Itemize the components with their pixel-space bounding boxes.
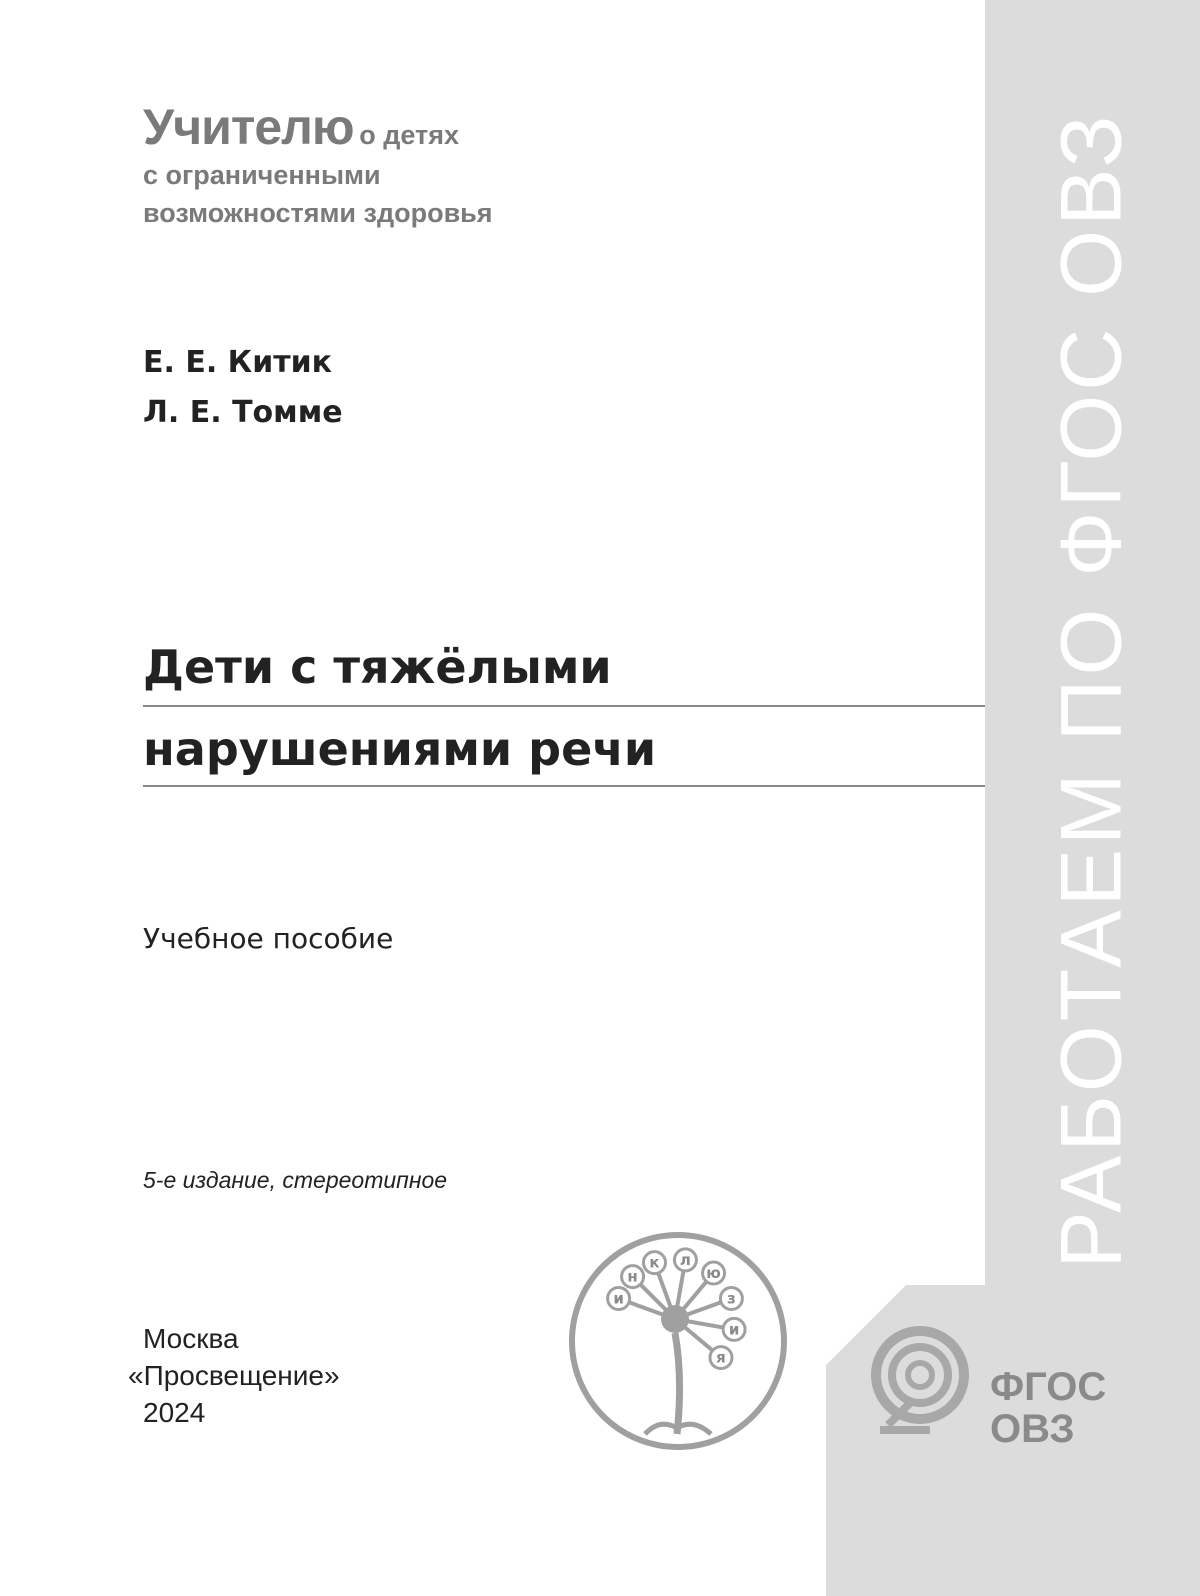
- dandelion-letter: я: [716, 1348, 726, 1367]
- imprint-city: Москва: [143, 1323, 239, 1354]
- edition-note: 5-е издание, стереотипное: [143, 1167, 448, 1193]
- fgos-emblem-icon: [870, 1325, 990, 1435]
- dandelion-letter: л: [679, 1250, 691, 1269]
- fgos-logo-line-2: ОВЗ: [990, 1407, 1075, 1451]
- side-banner-text: РАБОТАЕМ ПО ФГОС ОВЗ: [1043, 111, 1140, 1269]
- author-1: Е. Е. Китик: [143, 345, 332, 380]
- dandelion-letter: и: [613, 1289, 624, 1308]
- dandelion-letter: н: [627, 1267, 638, 1286]
- book-title-line-2: нарушениями речи: [143, 722, 985, 787]
- imprint: [128, 1320, 340, 1431]
- dandelion-letter: и: [728, 1320, 740, 1339]
- book-title-line-1: Дети с тяжёлыми: [143, 640, 985, 707]
- author-2: Л. Е. Томме: [143, 395, 343, 430]
- dandelion-logo: [565, 1228, 791, 1454]
- authors: [143, 338, 343, 438]
- dandelion-letter: з: [727, 1289, 736, 1308]
- fgos-logo-line-1: ФГОС: [990, 1365, 1107, 1409]
- dandelion-letter: к: [649, 1253, 660, 1272]
- series-line-2: с ограниченными: [143, 160, 381, 190]
- dandelion-letter: ю: [706, 1264, 721, 1283]
- imprint-publisher: «Просвещение»: [128, 1360, 340, 1391]
- series-line-3: возможностями здоровья: [143, 198, 493, 228]
- series-word-1-rest: о детях: [359, 120, 460, 150]
- book-subtitle: Учебное пособие: [143, 922, 394, 955]
- series-title: [143, 98, 493, 232]
- imprint-year: 2024: [143, 1397, 206, 1428]
- fgos-logo-text: [990, 1366, 1106, 1450]
- series-word-1: Учителю: [143, 99, 354, 155]
